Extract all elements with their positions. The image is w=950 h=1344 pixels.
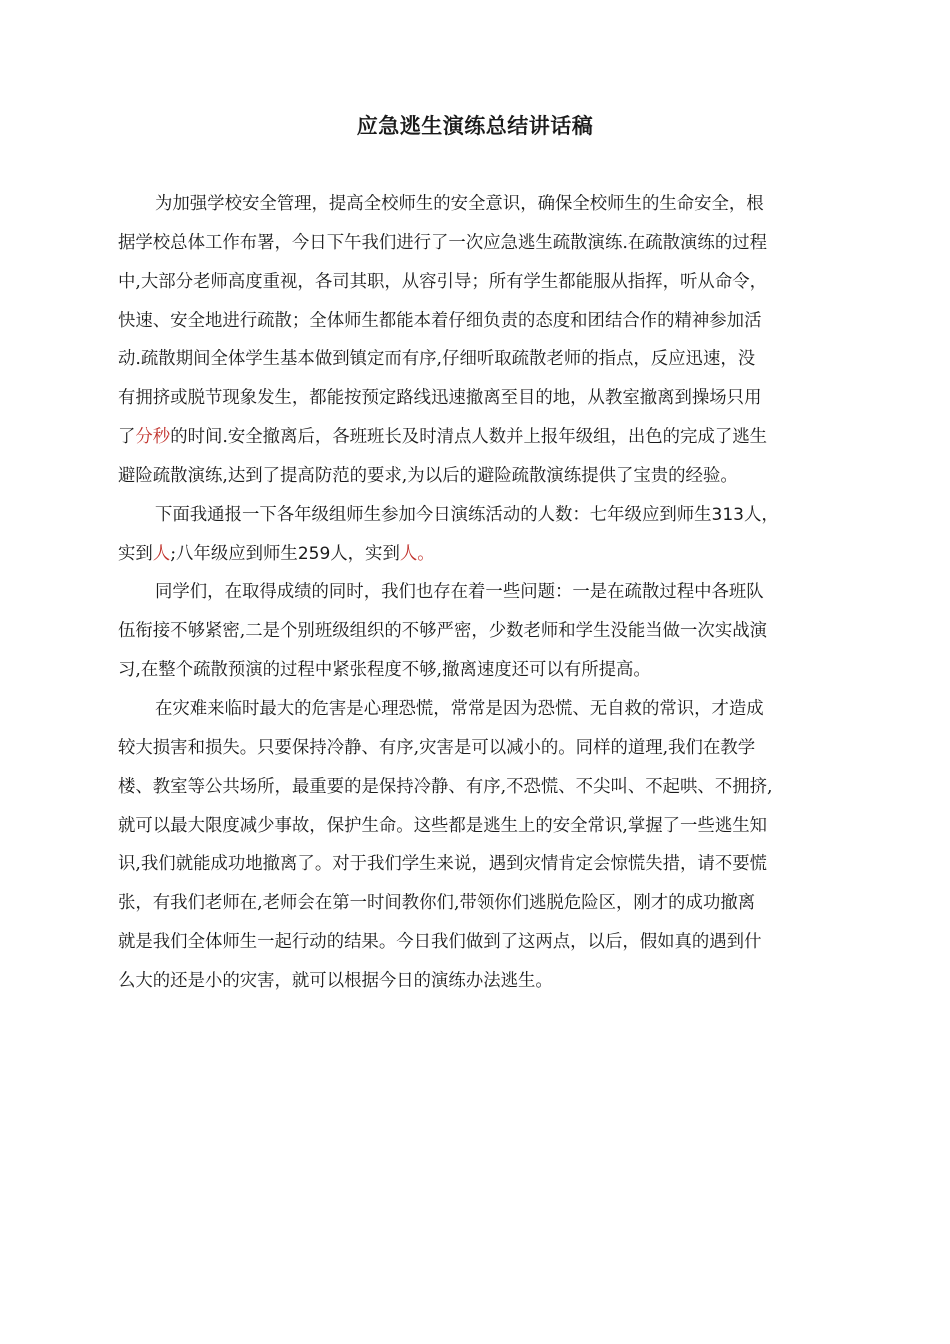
highlighted-placeholder: 人 (152, 543, 171, 564)
highlighted-placeholder: 分秒 (135, 427, 171, 448)
text-line: 中,大部分老师高度重视，各司其职，从容引导；所有学生都能服从指挥，听从命令， (118, 271, 767, 292)
paragraph-problems (118, 573, 843, 690)
text-line: 就可以最大限度减少事故，保护生命。这些都是逃生上的安全常识,掌握了一些逃生知 (118, 815, 767, 836)
text-segment: 下面我通报一下各年级组师生参加今日演练活动的人数：七年级应到师生 (155, 504, 712, 525)
text-line (118, 535, 843, 574)
text-line: 较大损害和损失。只要保持冷静、有序,灾害是可以减小的。同样的道理,我们在教学 (118, 737, 756, 758)
text-line: 就是我们全体师生一起行动的结果。今日我们做到了这两点，以后，假如真的遇到什 (118, 932, 762, 953)
text-line: 伍衔接不够紧密,二是个别班级组织的不够严密，少数老师和学生没能当做一次实战演 (118, 621, 767, 642)
text-segment: 了 (118, 427, 136, 448)
text-segment: 的时间.安全撤离后，各班班长及时清点人数并上报年级组，出色的完成了逃生 (170, 427, 768, 448)
grade8-expected-count: 259 (297, 543, 331, 564)
text-line: 么大的还是小的灾害，就可以根据今日的演练办法逃生。 (118, 970, 553, 991)
text-line: 快速、安全地进行疏散；全体师生都能本着仔细负责的态度和团结合作的精神参加活 (118, 310, 762, 331)
text-line: 据学校总体工作布署，今日下午我们进行了一次应急逃生疏散演练.在疏散演练的过程 (118, 232, 767, 253)
text-segment: 人， (743, 504, 779, 525)
highlighted-placeholder: 人。 (399, 543, 435, 564)
text-line: 识,我们就能成功地撤离了。对于我们学生来说，遇到灾情肯定会惊慌失措，请不要慌 (118, 854, 767, 875)
text-line: 楼、教室等公共场所，最重要的是保持冷静、有序,不恐慌、不尖叫、不起哄、不拥挤, (118, 776, 773, 797)
text-line: 张，有我们老师在,老师会在第一时间教你们,带领你们逃脱危险区，刚才的成功撤离 (118, 893, 756, 914)
paragraph-attendance (118, 496, 843, 574)
text-segment: ;八年级应到师生 (170, 543, 298, 564)
document-title: 应急逃生演练总结讲话稿 (356, 113, 594, 138)
text-line: 为加强学校安全管理，提高全校师生的安全意识，确保全校师生的生命安全，根 (155, 194, 764, 214)
text-line: 避险疏散演练,达到了提高防范的要求,为以后的避险疏散演练提供了宝贵的经验。 (118, 465, 738, 486)
grade7-expected-count: 313 (711, 504, 744, 525)
text-segment: 实到 (118, 543, 153, 564)
paragraph-drill-summary (118, 185, 843, 496)
text-line: 在灾难来临时最大的危害是心理恐慌，常常是因为恐慌、无自救的常识，才造成 (155, 698, 764, 719)
text-line: 同学们，在取得成绩的同时，我们也存在着一些问题：一是在疏散过程中各班队 (155, 582, 764, 603)
text-line: 动.疏散期间全体学生基本做到镇定而有序,仔细听取疏散老师的指点，反应迅速，没 (118, 349, 756, 370)
text-line (118, 496, 843, 535)
text-segment: 人，实到 (330, 543, 400, 564)
text-line: 有拥挤或脱节现象发生，都能按预定路线迅速撤离至目的地，从教室撤离到操场只用 (118, 388, 762, 409)
text-line (118, 418, 843, 457)
text-line: 习,在整个疏散预演的过程中紧张程度不够,撤离速度还可以有所提高。 (118, 660, 651, 681)
document-body (118, 185, 843, 1001)
paragraph-safety-advice (118, 690, 843, 1001)
